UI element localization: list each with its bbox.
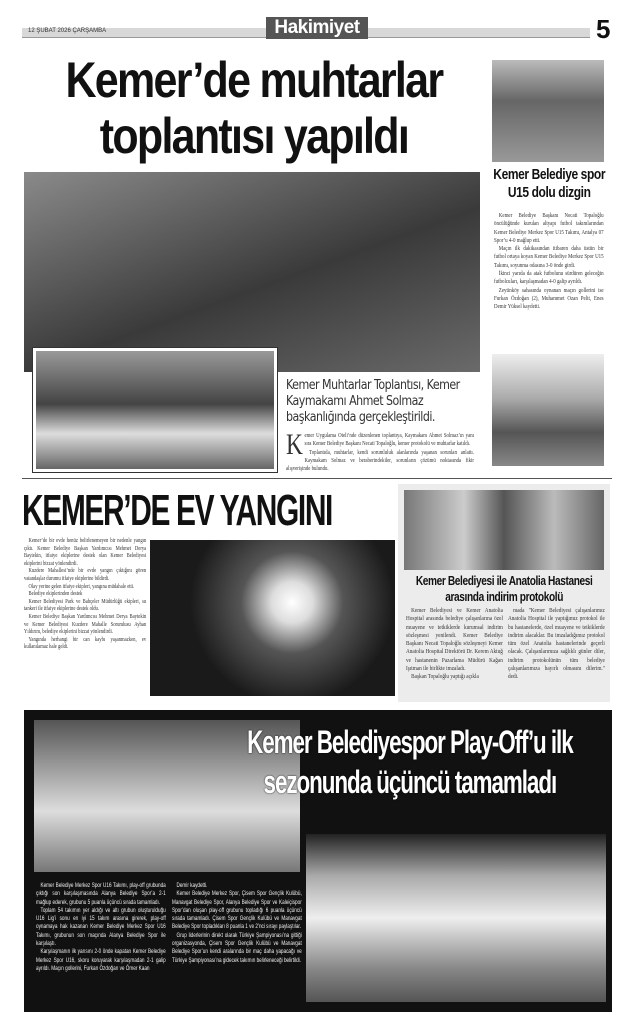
meeting-paragraph: Toplantıda, muhtarlar, kendi sorumluluk alanlarında yaşanan sorunları anlattı. Kaymakam Solmaz ve beraberindekiler, sorunların çözümü noktasında fikir alışverişinde bulundu. [286, 448, 474, 473]
drop-cap: K [286, 428, 303, 461]
fire-subheading: Belediye ekiplerinden destek [28, 590, 83, 598]
playoff-paragraph: Kemer Belediye Merkez Spor U16 Takımı, play-off grubunda çıktığı son karşılaşmasında Alanya Belediye Spor’a 2-1 mağlup ederek, grubunu 5 puanla üçüncü sırada tamamladı. [36, 882, 166, 906]
fire-article [24, 537, 146, 651]
u15-paragraph: Kemer Belediye Başkanı Necati Topaloğlu öncülüğünde kurulan altyapı futbol takımlarından Kemer Belediye Merkez Spor U15 Takımı, Antalya 07 Spor’u 4-0 mağlup etti. [494, 212, 604, 244]
u15-article [494, 212, 604, 312]
u15-team-photo [492, 60, 604, 162]
headline-protocol: Kemer Belediyesi ile Anatolia Hastanesi arasında indirim protokolü [415, 573, 593, 604]
divider [22, 478, 612, 479]
playoff-paragraph: Grup liderlerinin direkt olarak Türkiye Şampiyonası’na gittiği organizasyonda, Çisem Spor Gençlik Kulübü ve Manavgat Belediye Spor’un kendi aralarında bir maç daha yapacağı ve Türkiye Şampiyonası’na gidecek takımın belirleneceği belirtildi. [172, 931, 302, 964]
playoff-article-col1 [36, 882, 166, 973]
protocol-photo [404, 490, 604, 570]
u15-paragraph: Maçın ilk dakikasından itibaren daha üstün bir futbol ortaya koyan Kemer Belediye Merkez Spor U15 Takımı, soyunma odasına 3-0 önde girdi. [494, 245, 604, 269]
playoff-paragraph: Toplam 54 takımın yer aldığı ve altı grubun oluşturulduğu U16 Lig’i sonu en iyi 15 takım arasına girerek, play-off oynamaya hak kazanan Kemer Belediye Merkez Spor U16 Takımı, grubunun son maçında Alanya Belediye Spor ile karşılaştı. [36, 906, 166, 948]
meeting-inset-photo [33, 348, 277, 472]
page-number: 5 [596, 14, 611, 44]
playoff-paragraph: Demir kaydetti. [176, 882, 208, 889]
playoff-paragraph: Kemer Belediye Merkez Spor, Çisem Spor Gençlik Kulübü, Manavgat Belediye Spor, Alanya Belediye Spor ve Kaleiçispor Spor’dan oluşan play-off grubunu topladığı 6 puanla üçüncü sırada tamamladı. Çisem Spor Gençlik Kulübü ve Manavgat Belediye Spor topladıkları 8 puanla 1 ve 2’nci sırayı paylaştılar. [172, 890, 302, 931]
meeting-photo [24, 172, 480, 372]
protocol-article-col1 [406, 607, 503, 682]
headline-fire: KEMER’DE EV YANGINI [22, 486, 333, 535]
playoff-paragraph: Karşılaşmanın ilk yarısını 2-0 önde kapatan Kemer Belediye Merkez Spor U16, skoru koruyarak karşılaşmadan 2-1 galip ayrıldı. Maçın gollerini, Furkan Özdoğan ve Ömer Kaan [36, 948, 166, 972]
protocol-paragraph: mada "Kemer Belediyesi çalışanlarımız Anatolia Hospital ile yaptığımız protokol ile bu hastanelerde, özel muayene ve tetkiklerde indirim alacaklar. Bu imzaladığımız protokol tüm özel Anatolia hastanelerinde geçerli olacak. Çalışanlarımıza sağlıklı günler diler, indirim protokolünün tüm belediye çalışanlarımıza hayırlı olmasını dilerim." dedi. [508, 607, 605, 681]
playoff-article-col2 [172, 882, 302, 965]
fire-paragraph: Kuzdere Mahallesi’nde bir evde yangın çıktığını gören vatandaşlar durumu itfaiye ekiplerine bildirdi. [24, 567, 147, 582]
protocol-article-col2 [508, 607, 605, 682]
headline-playoff: Kemer Belediyespor Play-Off’u ilk sezonunda üçüncü tamamladı [247, 724, 573, 800]
fire-paragraph: Kemer’de bir evde henüz belirlenemeyen bir nedenle yangın çıktı. Kemer Belediye Başkan Yardımcısı Mehmet Derya Baytekin, itfaiye ekiplerine destek olan Kemer Belediyesi ekiplerini bizzat yönlendirdi. [24, 537, 147, 567]
fire-paragraph: Kemer Belediyesi Park ve Bahçeler Müdürlüğü ekipleri, su tankeri ile itfaiye ekiplerine destek oldu. [24, 597, 147, 613]
fire-paragraph: Kemer Belediye Başkan Yardımcısı Mehmet Derya Baytekin ve Kemer Belediyesi Kuzdere Mahalle Sorumlusu Ayhan Yıldırım, belediye ekiplerini bizzat yönlendirdi. [24, 612, 147, 636]
meeting-article [286, 428, 474, 473]
protocol-paragraph: Kemer Belediyesi ve Kemer Anatolia Hospital arasında belediye çalışanlarına özel muayene ve tetkiklerde kurumsal indirim sözleşmesi yenilendi. Kemer Belediye Başkanı Necati Topaloğlu sözleşmeyi Kemer Anatolia Hospital Direktörü Dr. Kerem Aktuğ ve hastanenin Pazarlama Müdürü Kağan Işıtman ile birlikte imzaladı. [406, 607, 503, 673]
issue-date: 12 ŞUBAT 2026 ÇARŞAMBA [28, 28, 107, 34]
fire-paragraph: Olay yerine gelen itfaiye ekipleri, yangına müdahale etti. [28, 582, 135, 590]
fire-photo [150, 540, 395, 696]
u15-match-photo [492, 354, 604, 466]
newspaper-logo: Hakimiyet [266, 17, 368, 39]
u15-paragraph: İkinci yarıda da atak futbolunu sürdüren geleceğin futbolcuları, karşılaşmadan 4-0 galip ayrıldı. [494, 270, 604, 286]
protocol-paragraph: Başkan Topaloğlu yaptığı açıkla [411, 673, 479, 681]
headline-muhtarlar: Kemer’de muhtarlar toplantısı yapıldı [65, 52, 443, 164]
meeting-caption: Kemer Muhtarlar Toplantısı, Kemer Kaymakamı Ahmet Solmaz başkanlığında gerçekleştirildi. [286, 378, 460, 425]
playoff-team-photo [306, 834, 606, 1002]
fire-paragraph: Yangında herhangi bir can kaybı yaşanmazken, ev kullanılamaz hale geldi. [24, 635, 147, 651]
meeting-paragraph: emer Uygulama Oteli’nde düzenlenen toplantıya, Kaymakam Ahmet Solmaz’ın yanı sıra Kemer Belediye Başkanı Necati Topaloğlu, kemer protokolü ve muhtarlar katıldı. [304, 432, 474, 448]
u15-paragraph: Zeytinköy sahasında oynanan maçın gollerini ise Furkan Özdoğan (2), Muhammet Ozan Pelit, Enes Demir Yüksel kaydetti. [494, 286, 604, 311]
headline-u15: Kemer Belediye spor U15 dolu dizgin [493, 166, 606, 201]
